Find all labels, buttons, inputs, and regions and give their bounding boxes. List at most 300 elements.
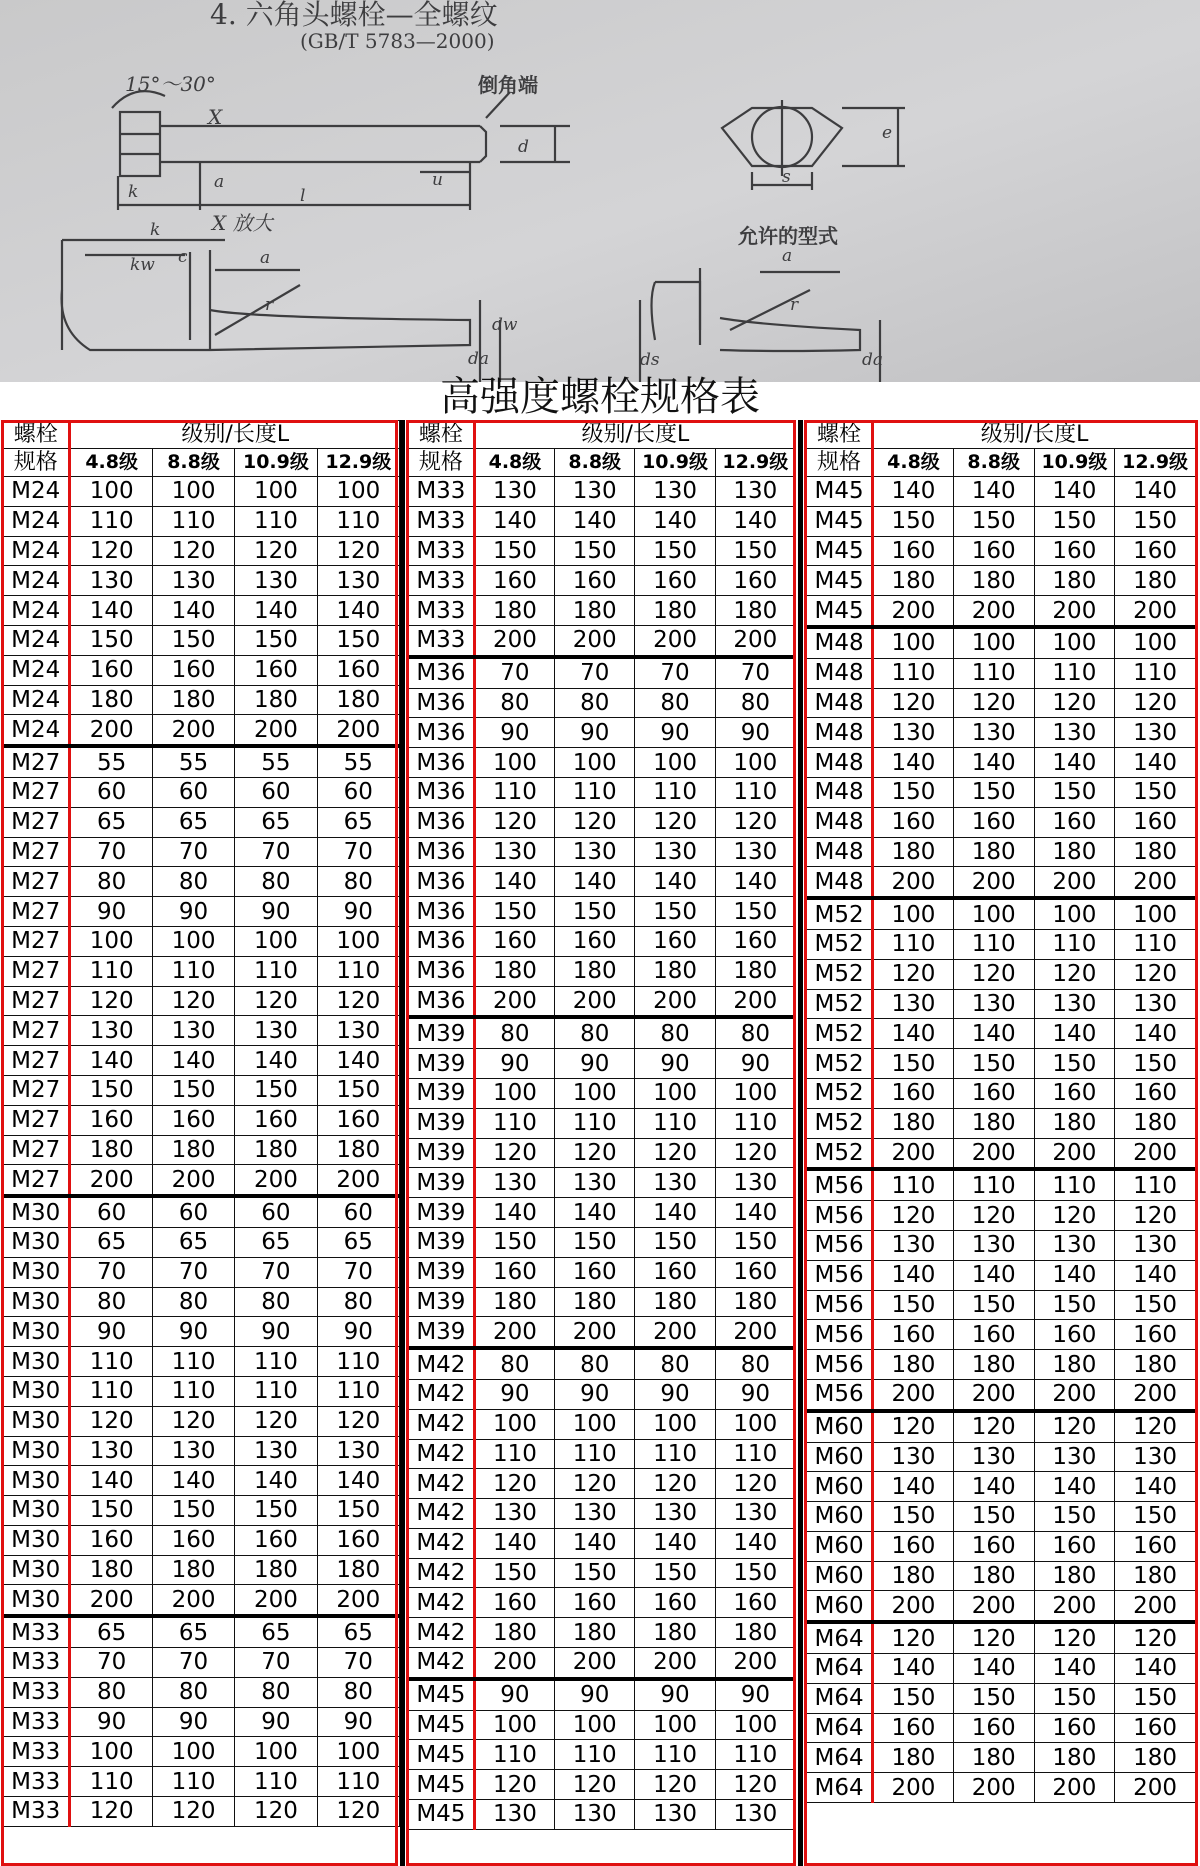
length-cell: 200	[873, 1773, 954, 1803]
length-cell: 200	[953, 1138, 1034, 1169]
length-cell: 130	[635, 477, 715, 507]
dim-s: s	[782, 167, 791, 187]
length-cell: 180	[1115, 566, 1196, 596]
length-cell: 200	[474, 986, 554, 1017]
table-row	[807, 627, 1196, 658]
table-row	[409, 1017, 796, 1048]
header-grade: 8.8级	[152, 449, 234, 477]
length-cell: 150	[70, 625, 152, 655]
table-row	[409, 1348, 796, 1379]
length-cell: 140	[873, 477, 954, 507]
length-cell: 110	[235, 956, 317, 986]
bolt-spec-cell: M30	[3, 1317, 70, 1347]
table-row	[409, 1469, 796, 1499]
bolt-spec-cell: M64	[807, 1713, 873, 1743]
length-cell: 160	[953, 536, 1034, 566]
length-cell: 120	[873, 959, 954, 989]
length-cell: 100	[715, 1078, 795, 1108]
length-cell: 110	[474, 1439, 554, 1469]
header-grade: 8.8级	[555, 449, 635, 477]
bolt-spec-cell: M64	[807, 1683, 873, 1713]
table-row	[409, 1710, 796, 1740]
length-cell: 90	[635, 1679, 715, 1710]
table-row	[3, 837, 400, 867]
table-row	[409, 897, 796, 927]
length-cell: 160	[953, 1713, 1034, 1743]
length-cell: 140	[1034, 1260, 1115, 1290]
length-cell: 150	[235, 1075, 317, 1105]
length-cell: 150	[715, 536, 795, 566]
dim-u: u	[432, 170, 443, 190]
length-cell: 160	[474, 926, 554, 956]
table-row	[807, 1019, 1196, 1049]
table-row	[3, 715, 400, 746]
length-cell: 130	[474, 1168, 554, 1198]
bolt-spec-cell: M48	[807, 658, 873, 688]
length-cell: 90	[715, 1679, 795, 1710]
length-cell: 120	[1115, 1411, 1196, 1442]
length-cell: 130	[635, 1499, 715, 1529]
table-row	[409, 926, 796, 956]
length-cell: 160	[555, 566, 635, 596]
length-cell: 130	[474, 1499, 554, 1529]
length-cell: 140	[635, 867, 715, 897]
bolt-spec-cell: M52	[807, 1019, 873, 1049]
length-cell: 160	[1115, 1531, 1196, 1561]
length-cell: 160	[715, 1588, 795, 1618]
table-row	[409, 566, 796, 596]
length-cell: 80	[317, 867, 399, 897]
length-cell: 200	[317, 1165, 399, 1196]
length-cell: 150	[635, 1227, 715, 1257]
length-cell: 130	[474, 1800, 554, 1830]
length-cell: 150	[317, 1496, 399, 1526]
length-cell: 110	[715, 1439, 795, 1469]
table-row	[3, 1648, 400, 1678]
table-row	[409, 807, 796, 837]
length-cell: 120	[873, 1201, 954, 1231]
table-row	[409, 1740, 796, 1770]
length-cell: 200	[1115, 1379, 1196, 1410]
table-row	[3, 986, 400, 1016]
bolt-spec-cell: M30	[3, 1525, 70, 1555]
bolt-spec-cell: M24	[3, 506, 70, 536]
length-cell: 120	[1115, 959, 1196, 989]
length-cell: 160	[1034, 1320, 1115, 1350]
table-row	[409, 1108, 796, 1138]
bolt-spec-cell: M52	[807, 1138, 873, 1169]
bolt-spec-cell: M27	[3, 837, 70, 867]
table-row	[807, 959, 1196, 989]
length-cell: 140	[953, 1019, 1034, 1049]
length-cell: 120	[873, 688, 954, 718]
length-cell: 110	[152, 1347, 234, 1377]
bolt-spec-cell: M24	[3, 655, 70, 685]
header-grade-length: 级别/长度L	[70, 421, 400, 449]
length-cell: 140	[873, 1472, 954, 1502]
length-cell: 70	[555, 657, 635, 688]
length-cell: 160	[152, 1105, 234, 1135]
length-cell: 110	[235, 1376, 317, 1406]
table-row	[807, 1049, 1196, 1079]
length-cell: 90	[635, 718, 715, 748]
length-cell: 140	[317, 1466, 399, 1496]
length-cell: 110	[635, 1439, 715, 1469]
length-cell: 180	[953, 566, 1034, 596]
bolt-spec-cell: M56	[807, 1379, 873, 1410]
table-row	[409, 1528, 796, 1558]
table-row	[807, 1442, 1196, 1472]
length-cell: 140	[953, 477, 1034, 507]
length-cell: 130	[555, 837, 635, 867]
length-cell: 160	[235, 655, 317, 685]
length-cell: 80	[635, 1017, 715, 1048]
table-row	[3, 655, 400, 685]
bolt-spec-cell: M45	[807, 536, 873, 566]
page-title: 高强度螺栓规格表	[440, 374, 760, 420]
bolt-spec-cell: M30	[3, 1496, 70, 1526]
dim-c: c	[178, 247, 188, 267]
length-cell: 120	[317, 536, 399, 566]
length-cell: 70	[317, 1648, 399, 1678]
length-cell: 65	[152, 807, 234, 837]
length-cell: 200	[873, 1138, 954, 1169]
bolt-spec-cell: M42	[409, 1439, 475, 1469]
table-row	[3, 1707, 400, 1737]
length-cell: 110	[317, 1767, 399, 1797]
length-cell: 200	[555, 1317, 635, 1348]
bolt-spec-cell: M52	[807, 959, 873, 989]
length-cell: 65	[235, 1227, 317, 1257]
length-cell: 180	[1034, 837, 1115, 867]
length-cell: 180	[1115, 837, 1196, 867]
length-cell: 150	[715, 897, 795, 927]
spec-table-middle	[408, 420, 796, 1830]
table-row	[3, 1797, 400, 1827]
header-spec-line2: 规格	[807, 449, 873, 477]
length-cell: 110	[873, 1169, 954, 1200]
length-cell: 150	[873, 1049, 954, 1079]
length-cell: 110	[555, 777, 635, 807]
length-cell: 120	[715, 1138, 795, 1168]
length-cell: 140	[317, 596, 399, 626]
table-row	[807, 1379, 1196, 1410]
length-cell: 200	[1034, 1773, 1115, 1803]
length-cell: 130	[152, 1016, 234, 1046]
table-row	[409, 1648, 796, 1679]
length-cell: 180	[953, 837, 1034, 867]
dim-da2: da	[862, 350, 884, 370]
header-grade: 10.9级	[1034, 449, 1115, 477]
length-cell: 150	[152, 625, 234, 655]
length-cell: 200	[317, 715, 399, 746]
length-cell: 150	[635, 536, 715, 566]
bolt-spec-cell: M30	[3, 1466, 70, 1496]
length-cell: 100	[635, 1710, 715, 1740]
table-row	[3, 506, 400, 536]
spec-table-right	[806, 420, 1196, 1803]
length-cell: 140	[715, 867, 795, 897]
bolt-spec-cell: M39	[409, 1017, 475, 1048]
length-cell: 160	[152, 655, 234, 685]
length-cell: 100	[235, 1737, 317, 1767]
paper-background	[0, 0, 1200, 382]
bolt-spec-cell: M24	[3, 566, 70, 596]
length-cell: 180	[635, 1287, 715, 1317]
table-row	[807, 1138, 1196, 1169]
length-cell: 90	[235, 897, 317, 927]
length-cell: 120	[873, 1411, 954, 1442]
length-cell: 130	[70, 566, 152, 596]
length-cell: 150	[1115, 1290, 1196, 1320]
length-cell: 150	[953, 1502, 1034, 1532]
length-cell: 140	[953, 1654, 1034, 1684]
dim-r: r	[265, 295, 274, 315]
length-cell: 100	[953, 898, 1034, 929]
length-cell: 130	[873, 1230, 954, 1260]
length-cell: 120	[635, 807, 715, 837]
length-cell: 70	[317, 837, 399, 867]
length-cell: 110	[70, 1376, 152, 1406]
bolt-spec-cell: M39	[409, 1138, 475, 1168]
bolt-spec-cell: M39	[409, 1049, 475, 1079]
bolt-spec-cell: M36	[409, 986, 475, 1017]
length-cell: 120	[635, 1770, 715, 1800]
length-cell: 200	[70, 715, 152, 746]
length-cell: 180	[474, 1618, 554, 1648]
length-cell: 200	[953, 1773, 1034, 1803]
bolt-spec-cell: M33	[3, 1648, 70, 1678]
length-cell: 140	[235, 1466, 317, 1496]
length-cell: 140	[635, 506, 715, 536]
bolt-spec-cell: M30	[3, 1406, 70, 1436]
table-row	[807, 1169, 1196, 1200]
length-cell: 60	[70, 777, 152, 807]
table-row	[807, 867, 1196, 898]
table-row	[409, 748, 796, 778]
length-cell: 180	[555, 1287, 635, 1317]
length-cell: 180	[873, 837, 954, 867]
length-cell: 140	[70, 1046, 152, 1076]
length-cell: 80	[635, 1348, 715, 1379]
length-cell: 100	[70, 926, 152, 956]
length-cell: 150	[953, 1049, 1034, 1079]
bolt-spec-cell: M45	[807, 477, 873, 507]
table-row	[3, 1317, 400, 1347]
length-cell: 160	[715, 566, 795, 596]
length-cell: 120	[474, 807, 554, 837]
length-cell: 65	[70, 807, 152, 837]
length-cell: 65	[317, 807, 399, 837]
length-cell: 120	[152, 536, 234, 566]
length-cell: 70	[635, 657, 715, 688]
bolt-spec-cell: M45	[409, 1710, 475, 1740]
length-cell: 70	[152, 837, 234, 867]
table-row	[409, 1800, 796, 1830]
length-cell: 100	[317, 926, 399, 956]
length-cell: 120	[953, 1622, 1034, 1653]
length-cell: 90	[152, 897, 234, 927]
header-grade: 4.8级	[70, 449, 152, 477]
table-row	[409, 1409, 796, 1439]
length-cell: 100	[635, 1409, 715, 1439]
table-row	[807, 596, 1196, 627]
length-cell: 160	[873, 807, 954, 837]
length-cell: 150	[873, 777, 954, 807]
length-cell: 70	[70, 1257, 152, 1287]
length-cell: 120	[1115, 688, 1196, 718]
length-cell: 110	[152, 1767, 234, 1797]
bolt-spec-cell: M64	[807, 1743, 873, 1773]
length-cell: 120	[715, 1469, 795, 1499]
length-cell: 140	[635, 1528, 715, 1558]
length-cell: 160	[1115, 1078, 1196, 1108]
length-cell: 200	[1115, 1773, 1196, 1803]
bolt-spec-cell: M27	[3, 956, 70, 986]
length-cell: 150	[873, 1290, 954, 1320]
length-cell: 90	[317, 1317, 399, 1347]
dim-a: a	[214, 172, 225, 192]
table-row	[807, 1078, 1196, 1108]
table-row	[409, 1618, 796, 1648]
table-row	[409, 956, 796, 986]
length-cell: 160	[70, 655, 152, 685]
table-row	[3, 1496, 400, 1526]
length-cell: 130	[1034, 1230, 1115, 1260]
bolt-spec-cell: M42	[409, 1588, 475, 1618]
bolt-spec-cell: M52	[807, 1049, 873, 1079]
bolt-spec-cell: M42	[409, 1379, 475, 1409]
length-cell: 150	[474, 1558, 554, 1588]
length-cell: 80	[555, 1348, 635, 1379]
length-cell: 130	[1115, 1230, 1196, 1260]
drawing-heading: 4. 六角头螺栓—全螺纹	[210, 0, 498, 31]
length-cell: 180	[474, 956, 554, 986]
length-cell: 180	[1034, 1108, 1115, 1138]
bolt-spec-cell: M30	[3, 1555, 70, 1585]
length-cell: 110	[235, 1767, 317, 1797]
table-row	[409, 657, 796, 688]
length-cell: 160	[555, 926, 635, 956]
table-row	[807, 1683, 1196, 1713]
bolt-spec-cell: M56	[807, 1169, 873, 1200]
length-cell: 110	[635, 1108, 715, 1138]
bolt-spec-cell: M33	[409, 506, 475, 536]
length-cell: 160	[873, 1531, 954, 1561]
bolt-spec-cell: M64	[807, 1654, 873, 1684]
bolt-spec-cell: M27	[3, 986, 70, 1016]
table-row	[807, 1502, 1196, 1532]
length-cell: 130	[317, 1016, 399, 1046]
length-cell: 130	[873, 989, 954, 1019]
length-cell: 180	[953, 1743, 1034, 1773]
length-cell: 200	[1034, 596, 1115, 627]
bolt-spec-cell: M48	[807, 777, 873, 807]
length-cell: 120	[555, 1770, 635, 1800]
length-cell: 110	[317, 506, 399, 536]
length-cell: 70	[235, 1648, 317, 1678]
bolt-spec-cell: M36	[409, 867, 475, 897]
length-cell: 110	[1034, 658, 1115, 688]
length-cell: 120	[953, 688, 1034, 718]
length-cell: 80	[474, 1348, 554, 1379]
bolt-spec-cell: M45	[409, 1770, 475, 1800]
length-cell: 55	[70, 746, 152, 777]
length-cell: 65	[152, 1227, 234, 1257]
length-cell: 80	[235, 1287, 317, 1317]
bolt-spec-cell: M39	[409, 1317, 475, 1348]
length-cell: 150	[317, 625, 399, 655]
length-cell: 180	[70, 1135, 152, 1165]
length-cell: 150	[1034, 1683, 1115, 1713]
length-cell: 160	[953, 1320, 1034, 1350]
length-cell: 180	[715, 1618, 795, 1648]
table-row	[807, 1230, 1196, 1260]
length-cell: 80	[317, 1287, 399, 1317]
length-cell: 90	[474, 1679, 554, 1710]
table-row	[409, 1049, 796, 1079]
length-cell: 70	[70, 1648, 152, 1678]
length-cell: 110	[70, 1347, 152, 1377]
length-cell: 200	[635, 625, 715, 656]
length-cell: 200	[635, 986, 715, 1017]
length-cell: 130	[953, 989, 1034, 1019]
bolt-spec-cell: M33	[3, 1677, 70, 1707]
table-row	[3, 1227, 400, 1257]
length-cell: 150	[555, 536, 635, 566]
length-cell: 180	[635, 596, 715, 626]
bolt-spec-cell: M30	[3, 1227, 70, 1257]
dim-a3: a	[782, 246, 793, 266]
bolt-spec-cell: M48	[807, 807, 873, 837]
length-cell: 140	[555, 1198, 635, 1228]
length-cell: 120	[70, 1406, 152, 1436]
length-cell: 160	[1034, 1713, 1115, 1743]
length-cell: 100	[152, 1737, 234, 1767]
length-cell: 160	[1034, 536, 1115, 566]
bolt-spec-cell: M48	[807, 867, 873, 898]
length-cell: 160	[1034, 1078, 1115, 1108]
dim-r2: r	[790, 295, 799, 315]
length-cell: 110	[235, 1347, 317, 1377]
table-row	[3, 956, 400, 986]
length-cell: 60	[152, 1196, 234, 1227]
bolt-spec-cell: M39	[409, 1078, 475, 1108]
length-cell: 110	[474, 1108, 554, 1138]
column-separator	[400, 420, 405, 1866]
length-cell: 160	[70, 1105, 152, 1135]
length-cell: 180	[715, 1287, 795, 1317]
dim-l: l	[300, 186, 306, 206]
length-cell: 140	[715, 1528, 795, 1558]
bolt-spec-cell: M39	[409, 1198, 475, 1228]
dim-a2: a	[260, 248, 271, 268]
length-cell: 150	[152, 1496, 234, 1526]
length-cell: 90	[474, 718, 554, 748]
table-row	[409, 1168, 796, 1198]
table-row	[807, 506, 1196, 536]
length-cell: 200	[317, 1585, 399, 1616]
length-cell: 60	[317, 1196, 399, 1227]
length-cell: 150	[555, 897, 635, 927]
length-cell: 90	[555, 1379, 635, 1409]
length-cell: 180	[317, 1555, 399, 1585]
length-cell: 150	[235, 625, 317, 655]
table-row	[807, 688, 1196, 718]
table-row	[3, 1616, 400, 1647]
length-cell: 80	[70, 1677, 152, 1707]
length-cell: 70	[715, 657, 795, 688]
